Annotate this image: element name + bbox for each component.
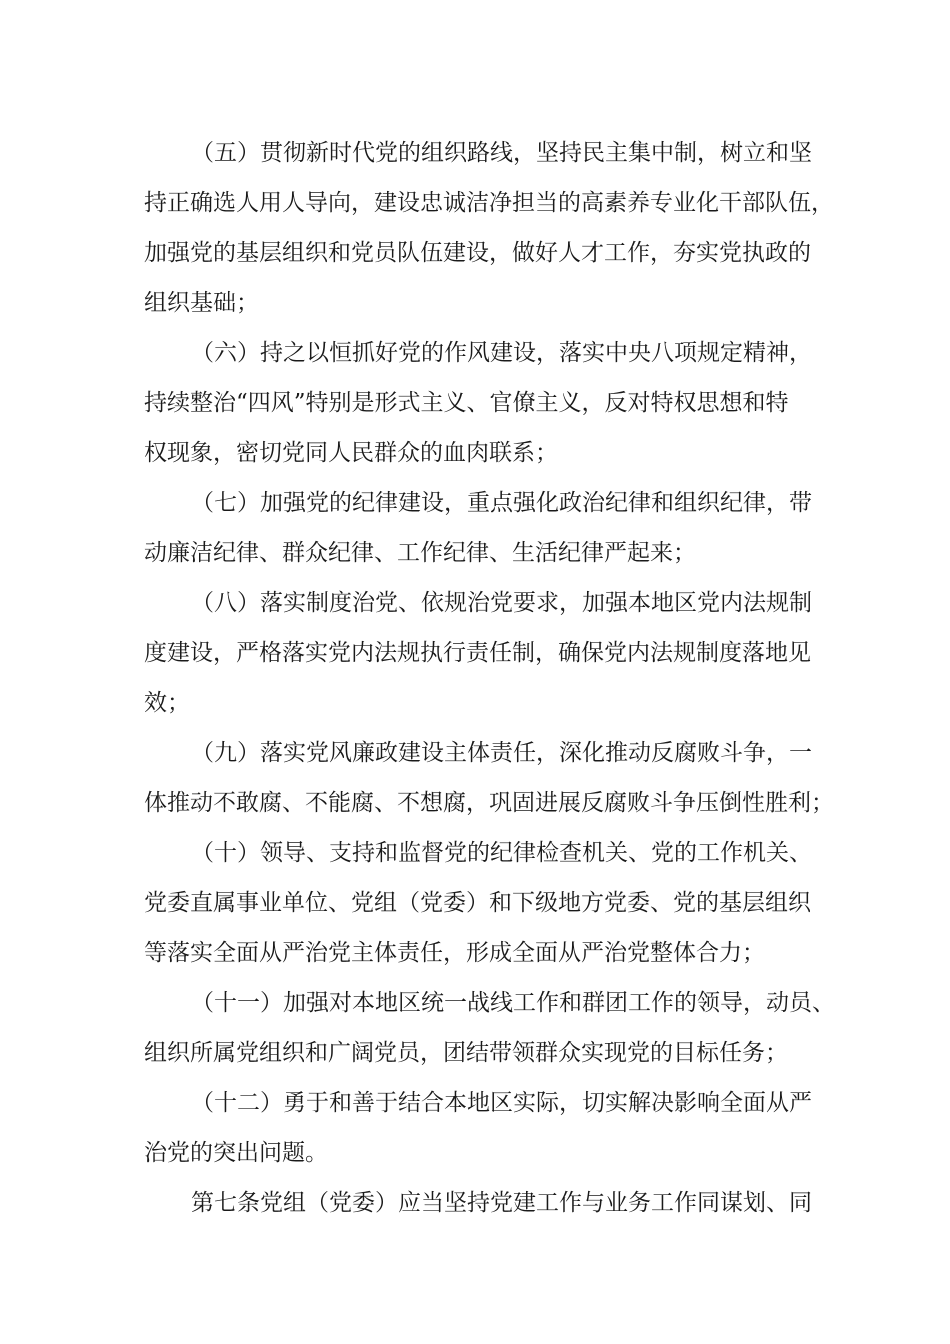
- text-line: （六）持之以恒抓好党的作风建设，落实中央八项规定精神，: [191, 340, 812, 366]
- text-line: 组织基础；: [144, 290, 259, 316]
- text-line: 等落实全面从严治党主体责任，形成全面从严治党整体合力；: [144, 940, 765, 966]
- text-line: 党委直属事业单位、党组（党委）和下级地方党委、党的基层组织: [144, 890, 811, 916]
- document-body: [144, 128, 835, 1228]
- paragraph-item-12: [144, 1078, 814, 1178]
- text-line: （十二）勇于和善于结合本地区实际，切实解决影响全面从严: [191, 1090, 812, 1116]
- text-line: （九）落实党风廉政建设主体责任，深化推动反腐败斗争，一: [191, 740, 812, 766]
- text-line: 体推动不敢腐、不能腐、不想腐，巩固进展反腐败斗争压倒性胜利；: [144, 790, 834, 816]
- article-7-paragraph: [144, 1178, 814, 1228]
- text-line: 组织所属党组织和广阔党员，团结带领群众实现党的目标任务；: [144, 1040, 788, 1066]
- text-line: 效；: [144, 690, 190, 716]
- paragraph-item-6: [144, 328, 814, 478]
- paragraph-item-8: [144, 578, 814, 728]
- text-line: （八）落实制度治党、依规治党要求，加强本地区党内法规制: [191, 590, 812, 616]
- text-line: 治党的突出问题。: [144, 1140, 328, 1166]
- text-line: （十）领导、支持和监督党的纪律检查机关、党的工作机关、: [191, 840, 812, 866]
- paragraph-item-10: [144, 828, 814, 978]
- text-line: 加强党的基层组织和党员队伍建设，做好人才工作，夯实党执政的: [144, 240, 811, 266]
- text-line: 第七条党组（党委）应当坚持党建工作与业务工作同谋划、同: [191, 1190, 812, 1216]
- text-line: （七）加强党的纪律建设，重点强化政治纪律和组织纪律，带: [191, 490, 812, 516]
- text-line: 度建设，严格落实党内法规执行责任制，确保党内法规制度落地见: [144, 640, 811, 666]
- text-line: 权现象，密切党同人民群众的血肉联系；: [144, 440, 558, 466]
- paragraph-item-11: [144, 978, 835, 1078]
- text-line: （五）贯彻新时代党的组织路线，坚持民主集中制，树立和坚: [191, 140, 812, 166]
- text-line: 持正确选人用人导向，建设忠诚洁净担当的高素养专业化干部队伍，: [144, 190, 834, 216]
- paragraph-item-5: [144, 128, 834, 328]
- text-line: 动廉洁纪律、群众纪律、工作纪律、生活纪律严起来；: [144, 540, 696, 566]
- paragraph-item-9: [144, 728, 834, 828]
- text-line: （十一）加强对本地区统一战线工作和群团工作的领导，动员、: [191, 990, 835, 1016]
- text-line: 持续整治“四风”特别是形式主义、官僚主义，反对特权思想和特: [144, 390, 789, 416]
- paragraph-item-7: [144, 478, 814, 578]
